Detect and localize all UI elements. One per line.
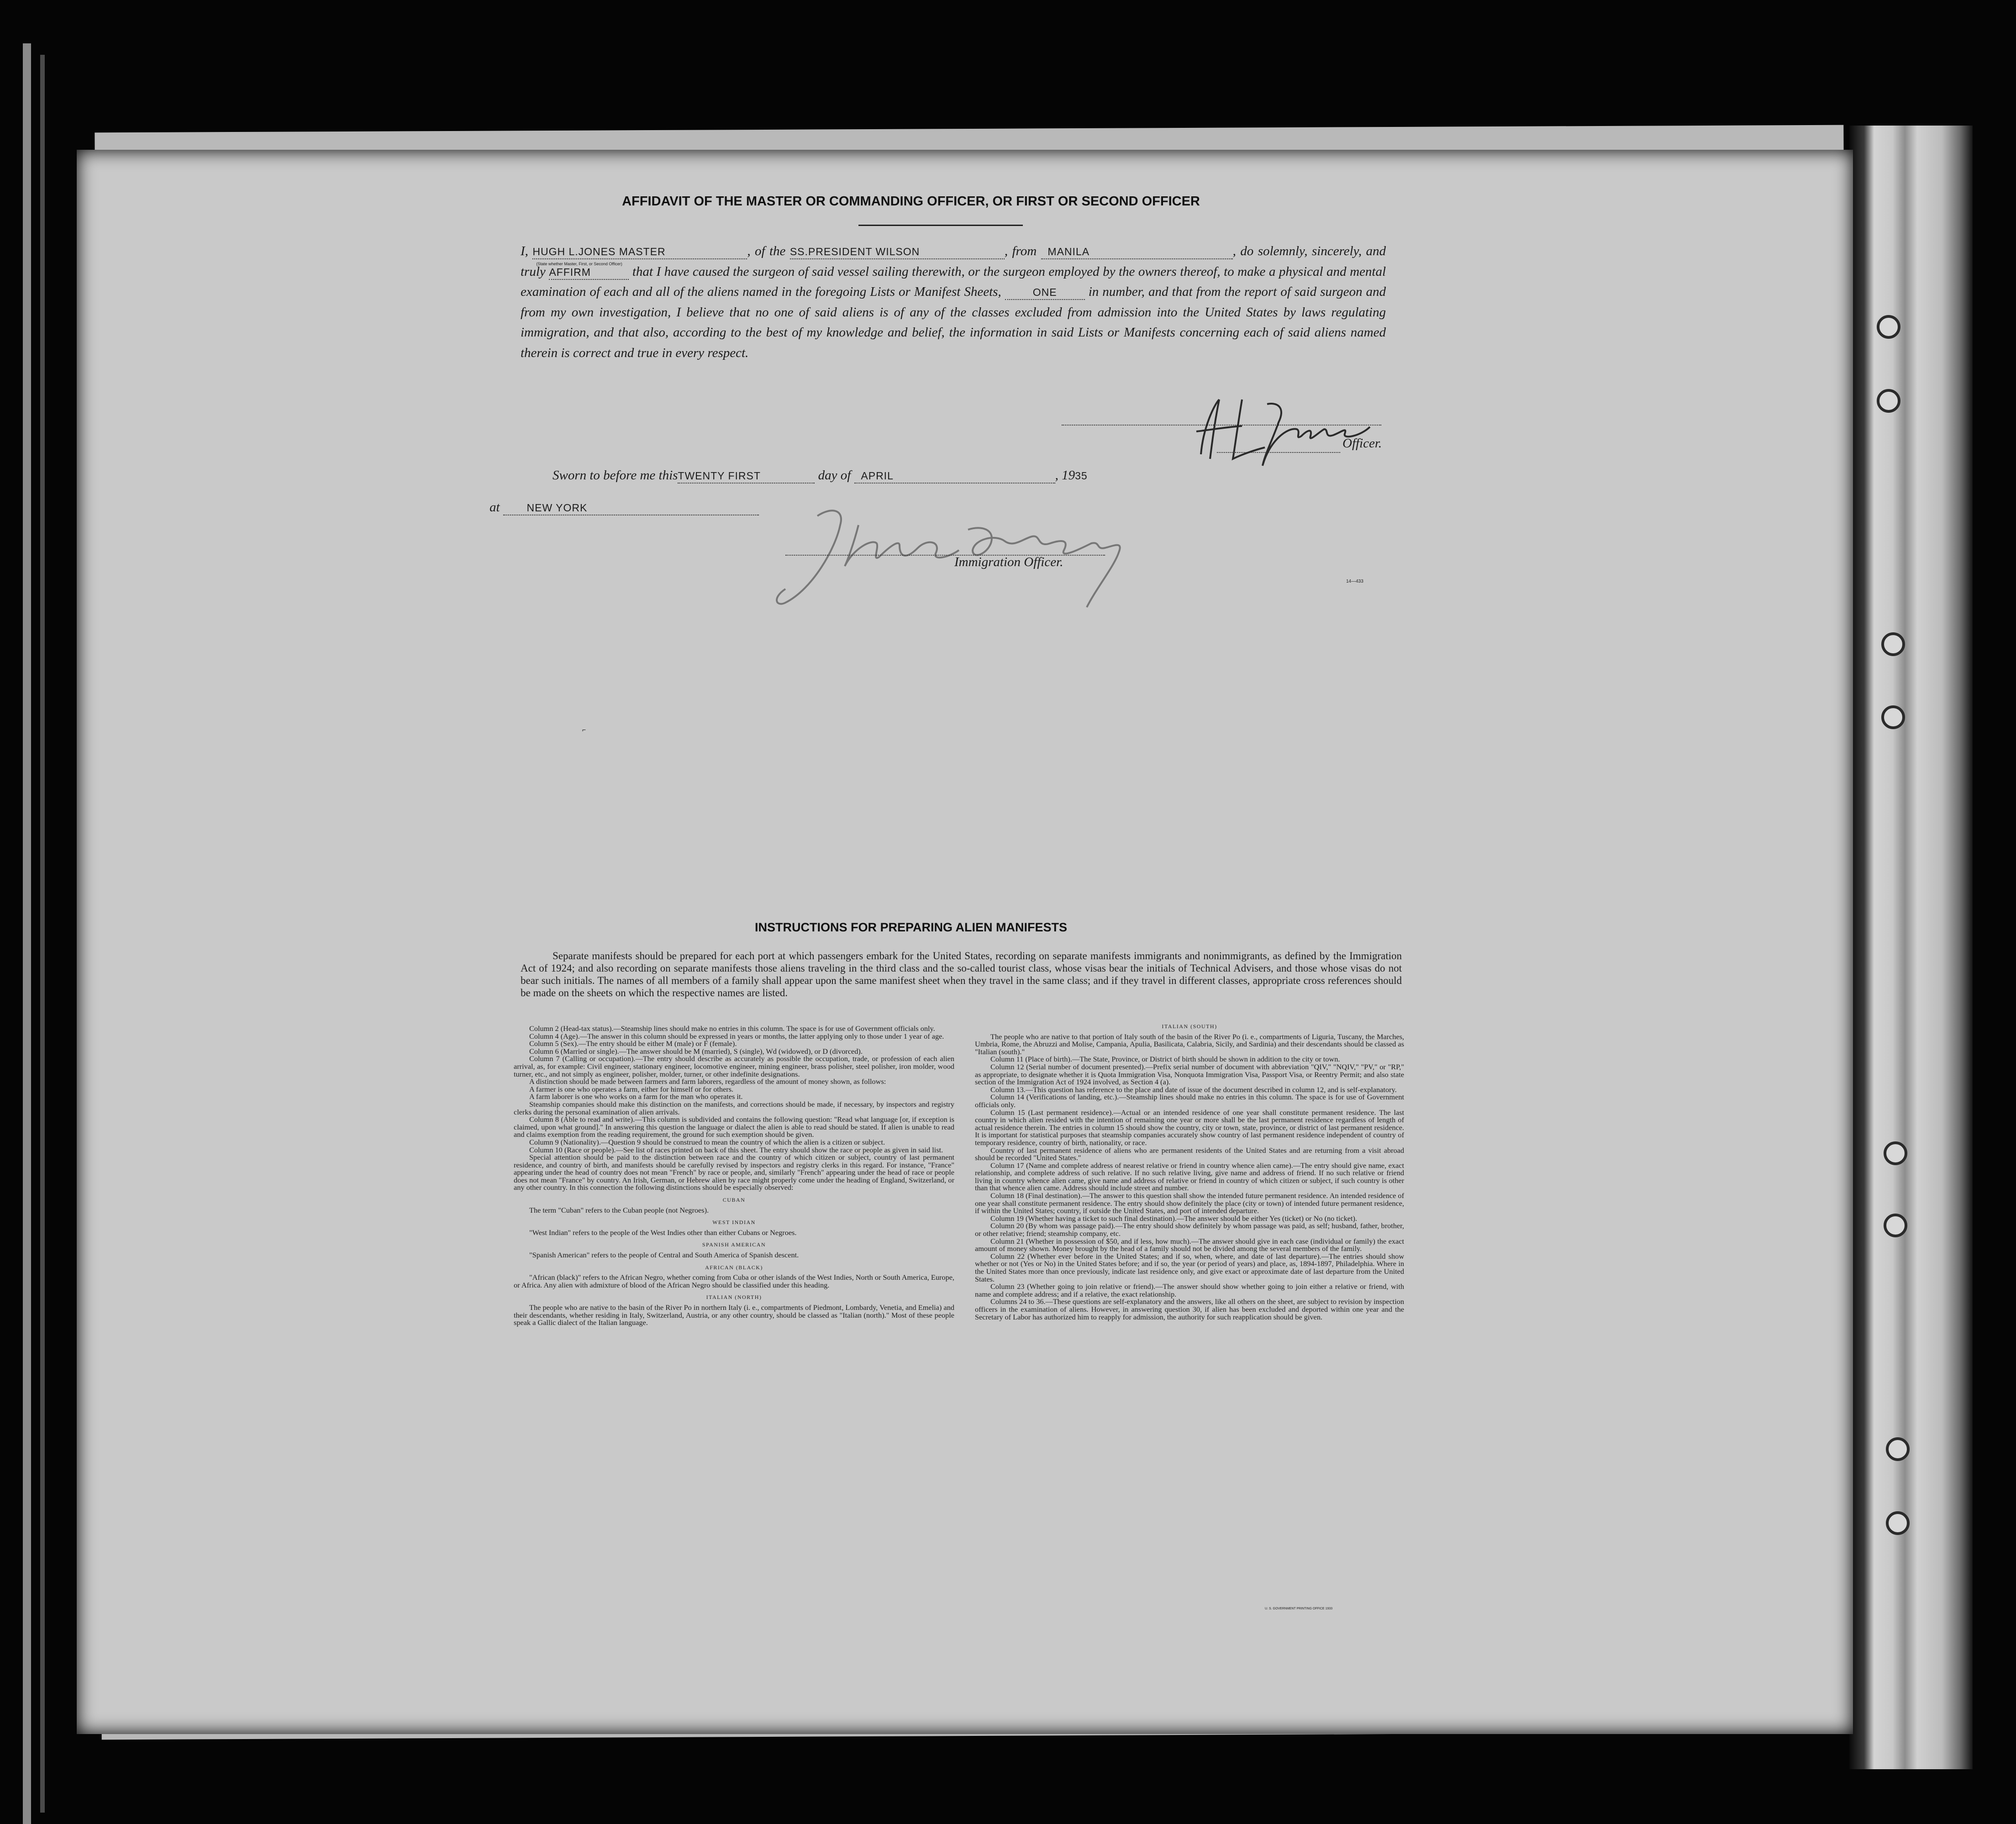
affidavit-text: , from xyxy=(1004,244,1037,258)
instruction-paragraph: Column 2 (Head-tax status).—Steamship lines should make no entries in this column. The space is for use of Government officials only. xyxy=(529,1024,935,1033)
instructions-left-column xyxy=(514,1025,954,1327)
instruction-paragraph: Column 10 (Race or people).—See list of races printed on back of this sheet. The entry should show the race or people as given in said list. xyxy=(529,1145,943,1154)
sworn-text: Sworn to before me this xyxy=(553,468,678,483)
instructions-intro: Separate manifests should be prepared for each port at which passengers embark for the United States, recording on separate manifests immigrants and nonimmigrants, as defined by the Immigration Act of 1924; and also recording on separate manifests those aliens traveling in the third class and the so-called tourist class, whose visas bear the initials of Technical Advisers, and those whose visas do not bear such initials. The names of all members of a family shall appear upon the same manifest sheet when they travel in the same class; and if they travel in different classes, appropriate cross references should be made on the sheets on which the respective names are listed. xyxy=(521,950,1402,999)
binder-ring xyxy=(1884,1214,1907,1237)
sworn-line xyxy=(553,468,1102,484)
binder-ring xyxy=(1877,315,1900,339)
section-heading: ITALIAN (SOUTH) xyxy=(1162,1023,1217,1030)
instruction-paragraph: Column 19 (Whether having a ticket to such final destination).—The answer should be either Yes (ticket) or No (no ticket). xyxy=(990,1214,1358,1223)
print-credit: U. S. GOVERNMENT PRINTING OFFICE 1933 xyxy=(1265,1607,1333,1610)
sworn-month-value: APRIL xyxy=(861,470,894,482)
sworn-text: at xyxy=(490,500,500,515)
instruction-paragraph: Column 5 (Sex).—The entry should be either M (male) or F (female). xyxy=(529,1039,737,1048)
instruction-paragraph: Columns 24 to 36.—These questions are self-explanatory and the answers, like all others on the sheet, are subject to revision by inspection officers in the examination of aliens. However, in answering question 30, if alien has been excluded and deported within one year and the Secretary of Labor has authorized him to reapply for admission, the authority for such reapplication should be given. xyxy=(975,1297,1404,1321)
film-edge-shadow xyxy=(40,55,45,1813)
affidavit-title: AFFIDAVIT OF THE MASTER OR COMMANDING OFFICER, OR FIRST OR SECOND OFFICER xyxy=(622,194,1200,209)
officer-rank-note: (State whether Master, First, or Second Officer) xyxy=(536,262,622,266)
affidavit-text: in number, and that from the report of said surgeon and from my own investigation, I believe that no one of said aliens is of any of the classes excluded from admission into the United States by laws regulating immigration, and that also, according to the best of my knowledge and belief, the information in said Lists or Manifests concerning each of said aliens named therein is correct and true in every respect. xyxy=(521,284,1386,360)
sworn-place-field xyxy=(503,501,759,515)
instruction-paragraph: Column 14 (Verifications of landing, etc.).—Steamship lines should make no entries in this column. The space is for use of Government officials only. xyxy=(975,1093,1404,1109)
instruction-paragraph: Column 11 (Place of birth).—The State, Province, or District of birth should be shown in addition to the city or town. xyxy=(990,1055,1340,1064)
binder-ring xyxy=(1886,1511,1910,1535)
form-number: 14—433 xyxy=(1346,579,1363,584)
instruction-paragraph: Country of last permanent residence of aliens who are permanent residents of the United States and are returning from a visit abroad should be recorded "United States." xyxy=(975,1146,1404,1162)
port-from-field xyxy=(1041,245,1233,259)
instruction-paragraph: A farmer is one who operates a farm, either for himself or for others. xyxy=(529,1084,734,1093)
instruction-paragraph: Column 7 (Calling or occupation).—The entry should describe as accurately as possible the occupation, trade, or profession of each alien arrival, as, for example: Civil engineer, stationary engineer, locomotive engineer, mining engineer, brass polisher, steel polisher, iron molder, wood turner, etc., and not simply as engineer, polisher, molder, turner, or other indefinite designations. xyxy=(514,1054,954,1078)
sworn-year-value: 35 xyxy=(1075,470,1088,482)
instructions-title: INSTRUCTIONS FOR PREPARING ALIEN MANIFESTS xyxy=(754,920,1068,934)
binder-ring xyxy=(1877,389,1900,413)
officer-label: Officer. xyxy=(1342,436,1382,451)
affidavit-body xyxy=(521,241,1386,363)
sworn-month-field xyxy=(854,469,1055,484)
sworn-at-line xyxy=(490,500,759,515)
instruction-paragraph: Column 8 (Able to read and write).—This column is subdivided and contains the following question: "Read what language [or, if exception is claimed, upon what ground]." In answering this question the language or dialect the alien is able to read should be stated. If alien is unable to read and claims exemption from the reading requirement, the ground for such exemption should be given. xyxy=(514,1115,954,1139)
instruction-paragraph: "West Indian" refers to the people of the West Indies other than either Cubans or Negroes. xyxy=(529,1228,797,1237)
instruction-paragraph: Column 18 (Final destination).—The answer to this question shall show the intended future permanent residence. An intended residence of one year shall constitute permanent residence. The entry should show definitely the place (city or town) of intended future permanent residence, if within the United States; country, if outside the United States, and port of intended departure. xyxy=(975,1191,1404,1215)
instruction-paragraph: "Spanish American" refers to the people of Central and South America of Spanish descent. xyxy=(529,1251,799,1260)
sheet-count-value: ONE xyxy=(1032,286,1057,298)
instruction-paragraph: Column 20 (By whom was passage paid).—The entry should show definitely by whom passage was paid, as self; husband, father, brother, or other relative; friend; steamship company, etc. xyxy=(975,1221,1404,1238)
instruction-paragraph: Column 12 (Serial number of document presented).—Prefix serial number of document with abbreviation "QIV," "NQIV," "PV," or "RP," as appropriate, to designate whether it is Quota Immigration Visa, Nonquota Immigration Visa, Passport Visa, or Reentry Permit; and also state section of the Immigration Act of 1924 involved, as Section 4 (a). xyxy=(975,1062,1404,1087)
section-heading: AFRICAN (BLACK) xyxy=(705,1264,763,1271)
section-heading: WEST INDIAN xyxy=(712,1219,756,1226)
sworn-day-field xyxy=(678,469,815,484)
officer-signature xyxy=(1187,386,1397,470)
instruction-paragraph: Column 22 (Whether ever before in the United States; and if so, when, where, and date of last departure).—The entries should show whether or not (Yes or No) in the United States before; and if so, the year (or period of years) and place, as, 1894-1897, Philadelphia. Where in the United States more than once previously, indicate last residence only, and give exact or approximate date of last departure from the United States. xyxy=(975,1251,1404,1283)
affidavit-text: , do xyxy=(1232,244,1254,258)
binder-ring xyxy=(1881,705,1905,729)
instruction-paragraph: Column 6 (Married or single).—The answer should be M (married), S (single), Wd (widowed), or D (divorced). xyxy=(529,1046,863,1056)
title-rule xyxy=(858,225,1023,226)
affidavit-text: , of the xyxy=(747,244,786,258)
instruction-paragraph: Column 23 (Whether going to join relative or friend).—The answer should show whether going to join either a relative or friend, with name and complete address; and if a relative, the exact relationship. xyxy=(975,1282,1404,1298)
section-heading: SPANISH AMERICAN xyxy=(702,1241,766,1248)
officer-name-value: HUGH L.JONES MASTER xyxy=(532,246,666,258)
binder-ring xyxy=(1884,1141,1907,1165)
instruction-paragraph: Column 4 (Age).—The answer in this column should be expressed in years or months, the latter applying only to those under 1 year of age. xyxy=(529,1031,944,1041)
instruction-paragraph: Column 17 (Name and complete address of nearest relative or friend in country whence alien came).—The entry should give name, exact relationship, and complete address of such relative. If no such relative living, give name and address of friend. If no such relative or friend living in country whence alien came, give name and address of relative or friend in country of which citizen or subject, if such country is other than that whence alien came. Address should include street and number. xyxy=(975,1161,1404,1193)
immigration-officer-label: Immigration Officer. xyxy=(954,555,1063,569)
sworn-year-field xyxy=(1075,469,1102,483)
instruction-paragraph: The people who are native to that portion of Italy south of the basin of the River Po (i. e., compartments of Liguria, Tuscany, the Marches, Umbria, Rome, the Abruzzi and Molise, Campania, Apulia, Basilicata, Calabria, Sicily, and Sardinia) and their descendants should be classed as "Italian (south)." xyxy=(975,1032,1404,1056)
oath-field xyxy=(549,265,629,280)
section-heading: CUBAN xyxy=(722,1197,746,1204)
officer-name-field xyxy=(532,245,747,266)
instructions-right-column xyxy=(975,1018,1404,1321)
vessel-value: SS.PRESIDENT WILSON xyxy=(790,246,920,258)
instruction-paragraph: "African (black)" refers to the African Negro, whether coming from Cuba or other islands of the West Indies, North or South America, Europe, or Africa. Any alien with admixture of blood of the African Negro should be classified under this heading. xyxy=(514,1273,954,1289)
vessel-field xyxy=(790,245,1005,259)
instruction-paragraph: Column 15 (Last permanent residence).—Actual or an intended residence of one year shall constitute permanent residence. The last country in which alien resided with the intention of remaining one year or more shall be the last permanent residence regardless of length of actual residence therein. The entries in column 15 should show the country, city or town, state, province, or district of last permanent residence. It is important for statistical purposes that steamship companies accurately show country of last permanent residence independent of country of temporary residence, country of birth, nationality, or race. xyxy=(975,1108,1404,1147)
binder-ring xyxy=(1886,1437,1910,1461)
binder-ring xyxy=(1881,632,1905,656)
instruction-paragraph: The people who are native to the basin of the River Po in northern Italy (i. e., compartments of Piedmont, Lombardy, Venetia, and Emelia) and their descendants, whether residing in Italy, Switzerland, Austria, or any other country, should be classed as "Italian (north)." Most of these people speak a Gallic dialect of the Italian language. xyxy=(514,1303,954,1327)
instruction-paragraph: Column 9 (Nationality).—Question 9 should be construed to mean the country of which the alien is a citizen or subject. xyxy=(529,1137,885,1146)
sworn-place-value: NEW YORK xyxy=(526,502,588,514)
instruction-paragraph: A distinction should be made between farmers and farm laborers, regardless of the amount of money shown, as follows: xyxy=(529,1077,886,1086)
manifest-page xyxy=(77,150,1853,1734)
section-heading: ITALIAN (NORTH) xyxy=(706,1294,762,1301)
sheet-count-field xyxy=(1005,285,1085,300)
instruction-paragraph: A farm laborer is one who works on a farm for the man who operates it. xyxy=(529,1092,743,1101)
affidavit-text: that I have caused the surgeon of said vessel sailing therewith, or the surgeon employed by the owners thereof, to make a physical and mental examination of each and all of the aliens named in the foregoing Lists or Manifest Sheets, xyxy=(521,264,1386,299)
affidavit-text: I, xyxy=(521,244,528,258)
binding-strip xyxy=(1849,126,1973,1769)
oath-value: AFFIRM xyxy=(549,266,591,278)
sworn-text: day of xyxy=(818,468,851,483)
sworn-day-value: TWENTY FIRST xyxy=(678,470,761,482)
instruction-paragraph: Column 13.—This question has reference to the place and date of issue of the document described in column 12, and is self-explanatory. xyxy=(990,1085,1397,1094)
instruction-paragraph: The term "Cuban" refers to the Cuban people (not Negroes). xyxy=(529,1205,709,1214)
instruction-paragraph: Special attention should be paid to the distinction between race and the country of which citizen or subject, country of last permanent residence, and country of birth, and manifests should be carefully revised by inspectors and registry clerks in this regard. For instance, "France" appearing under the head of country does not mean "French" by race or people, and, similarly "French" appearing under the head of race or people does not mean "France" by country. An Irish, German, or Hebrew alien by race might properly come under the heading of England, Switzerland, or any other country. In this connection the following distinctions should be especially observed: xyxy=(514,1153,954,1192)
sworn-text: , 19 xyxy=(1055,468,1075,483)
instruction-paragraph: Steamship companies should make this distinction on the manifests, and corrections should be made, if necessary, by inspectors and registry clerks during the personal examination of alien arrivals. xyxy=(514,1099,954,1116)
film-edge xyxy=(23,43,31,1824)
stray-mark: ⌐ xyxy=(582,726,586,733)
port-from-value: MANILA xyxy=(1047,246,1090,258)
affidavit-text: solemnly, sincerely, and truly xyxy=(521,244,1386,279)
instruction-paragraph: Column 21 (Whether in possession of $50, and if less, how much).—The answer should give in each case (individual or family) the exact amount of money shown. Money brought by the head of a family should not be divided among the several members of the family. xyxy=(975,1236,1404,1253)
